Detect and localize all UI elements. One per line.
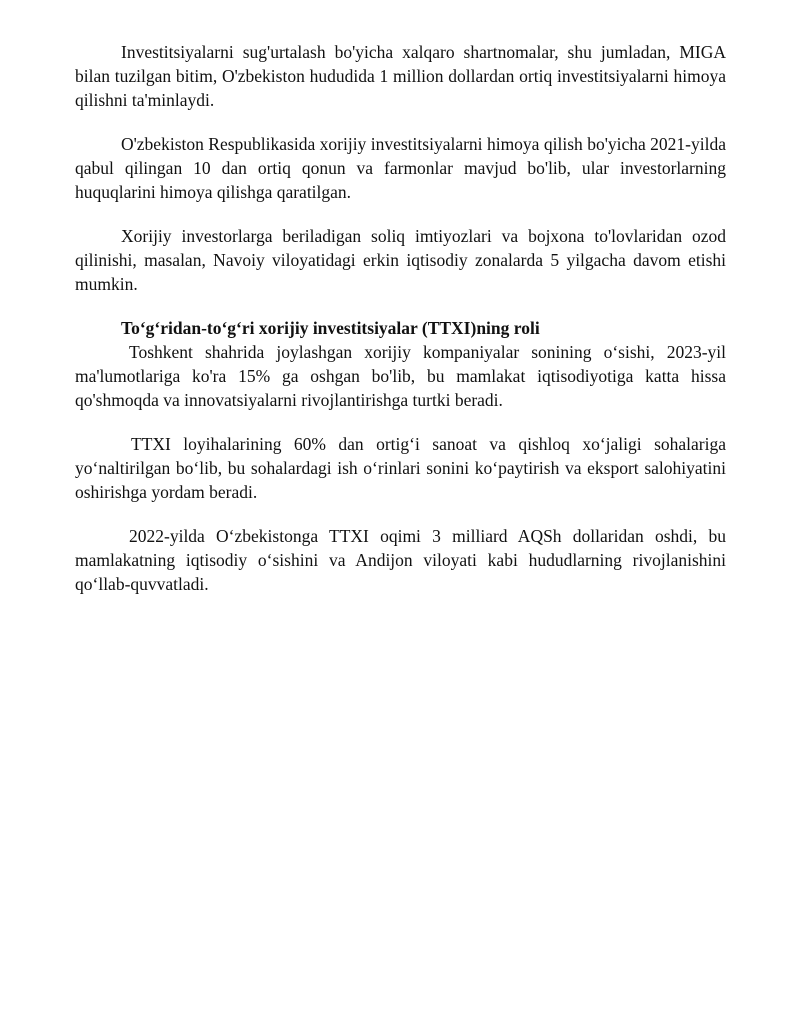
paragraph-ttxi-inflow: 2022-yilda O‘zbekistonga TTXI oqimi 3 milliard AQSh dollaridan oshdi, bu mamlakatning iqtisodiy o‘sishini va Andijon viloyati kabi hududlarning rivojlanishini qo‘llab-quvvatladi. <box>75 526 726 594</box>
paragraph-miga-insurance: Investitsiyalarni sug'urtalash bo'yicha xalqaro shartnomalar, shu jumladan, MIGA bilan tuzilgan bitim, O'zbekiston hududida 1 million dollardan ortiq investitsiyalarni himoya qilishni ta'minlaydi. <box>75 42 726 110</box>
section-heading: To‘g‘ridan-to‘g‘ri xorijiy investitsiyalar (TTXI)ning roli <box>121 318 540 338</box>
paragraph-tax-incentives: Xorijiy investorlarga beriladigan soliq imtiyozlari va bojxona to'lovlaridan ozod qilinishi, masalan, Navoiy viloyatidagi erkin iqtisodiy zonalarda 5 yilgacha davom etishi mumkin. <box>75 226 726 294</box>
paragraph-investment-laws: O'zbekiston Respublikasida xorijiy investitsiyalarni himoya qilish bo'yicha 2021-yilda qabul qilingan 10 dan ortiq qonun va farmonlar mavjud bo'lib, ular investorlarning huquqlarini himoya qilishga qaratilgan. <box>75 134 726 202</box>
document-page <box>75 40 726 616</box>
paragraph-tashkent-companies: Toshkent shahrida joylashgan xorijiy kompaniyalar sonining o‘sishi, 2023-yil ma'lumotlariga ko'ra 15% ga oshgan bo'lib, bu mamlakat iqtisodiyotiga katta hissa qo'shmoqda va innovatsiyalarni rivojlantirishga turtki beradi. <box>75 342 726 410</box>
paragraph-ttxi-projects: TTXI loyihalarining 60% dan ortig‘i sanoat va qishloq xo‘jaligi sohalariga yo‘naltirilgan bo‘lib, bu sohalardagi ish o‘rinlari sonini ko‘paytirish va eksport salohiyatini oshirishga yordam beradi. <box>75 434 726 502</box>
